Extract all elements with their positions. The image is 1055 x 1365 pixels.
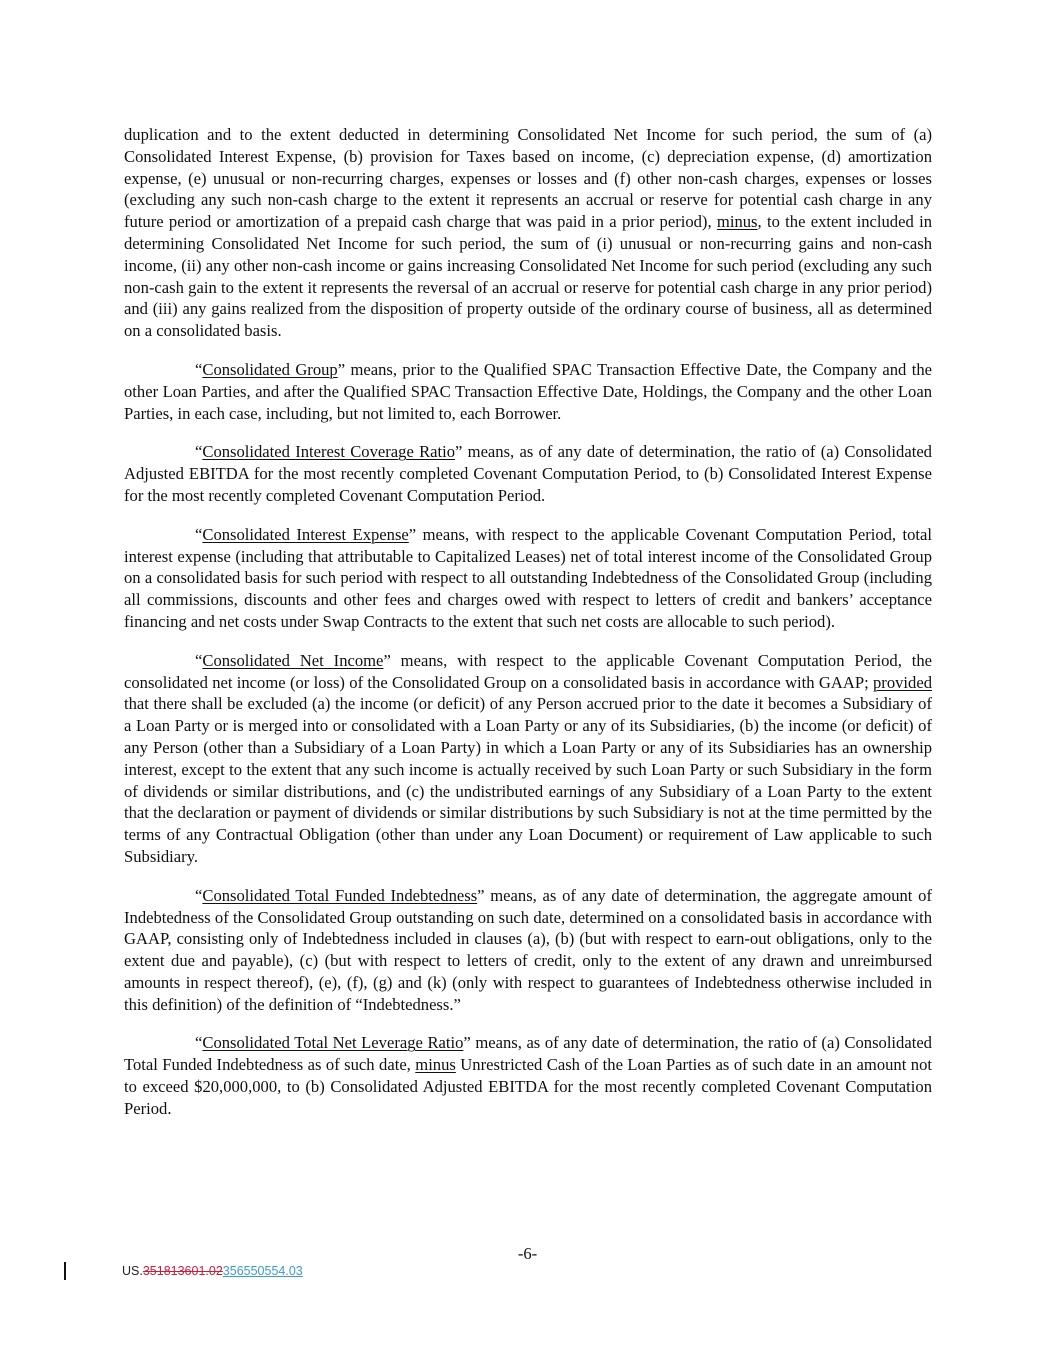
document-id xyxy=(122,1264,303,1278)
text-run: ” means, as of any date of determination, the ratio of (a) Consolidated Adjusted EBITDA for the most recently completed Covenant Computation Period, to (b) Consolidated Interest Expense for the most recently completed Covenant Computation Period. xyxy=(124,442,932,505)
text-run: “ xyxy=(195,1033,203,1053)
term-minus: minus xyxy=(415,1055,456,1075)
page-number: -6- xyxy=(517,1244,538,1263)
paragraph-ebitda-continuation xyxy=(124,124,932,342)
text-run: duplication and to the extent deducted in determining Consolidated Net Income for such period, the sum of (a) Consolidated Interest Expense, (b) provision for Taxes based on income, (c) depreciation expense, (d) amortization expense, (e) unusual or non-recurring charges, expenses or losses and (f) other non-cash charges, expenses or losses (excluding any such non-cash charge to the extent it represents an accrual or reserve for potential cash charge in any future period or amortization of a prepaid cash charge that was paid in a prior period), xyxy=(124,125,932,232)
term-minus: minus xyxy=(716,212,758,232)
text-run: “ xyxy=(195,442,203,462)
doc-id-deleted: 351813601.02 xyxy=(142,1264,223,1278)
defined-term: Consolidated Net Income xyxy=(202,650,384,670)
defined-term: Consolidated Total Funded Indebtedness xyxy=(202,885,478,905)
definition-consolidated-group xyxy=(124,359,932,424)
text-run: ” means, with respect to the applicable Covenant Computation Period, total interest expense (including that attributable to Capitalized Leases) net of total interest income of the Consolidated Group on a consolidated basis for such period with respect to all outstanding Indebtedness of the Consolidated Group (including all commissions, discounts and other fees and charges owed with respect to letters of credit and bankers’ acceptance financing and net costs under Swap Contracts to the extent that such net costs are allocable to such period). xyxy=(124,524,932,631)
definition-consolidated-interest-expense xyxy=(124,524,932,633)
doc-id-inserted: 356550554.03 xyxy=(222,1264,303,1278)
text-run: that there shall be excluded (a) the income (or deficit) of any Person accrued prior to the date it becomes a Subsidiary of a Loan Party or is merged into or consolidated with a Loan Party or any of its Subsidiaries, (b) the income (or deficit) of any Person (other than a Subsidiary of a Loan Party) in which a Loan Party or any of its Subsidiaries has an ownership interest, except to the extent that any such income is actually received by such Loan Party or such Subsidiary in the form of dividends or similar distributions, and (c) the undistributed earnings of any Subsidiary of a Loan Party to the extent that the declaration or payment of dividends or similar distributions by such Subsidiary is not at the time permitted by the terms of any Contractual Obligation (other than under any Loan Document) or requirement of Law applicable to such Subsidiary. xyxy=(124,694,932,866)
definition-consolidated-interest-coverage-ratio xyxy=(124,441,932,506)
text-run: “ xyxy=(195,359,203,379)
text-run: “ xyxy=(195,650,203,670)
defined-term: Consolidated Interest Expense xyxy=(202,524,409,544)
text-run: “ xyxy=(195,524,203,544)
doc-id-prefix: US. xyxy=(122,1264,143,1278)
text-run: , to the extent included in determining Consolidated Net Income for such period, the sum of (i) unusual or non-recurring gains and non-cash income, (ii) any other non-cash income or gains increasing Consolidated Net Income for such period (excluding any such non-cash gain to the extent it represents the reversal of an accrual or reserve for potential cash charge in any prior period) and (iii) any gains realized from the disposition of property outside of the ordinary course of business, all as determined on a consolidated basis. xyxy=(124,212,932,341)
change-bar xyxy=(64,1262,66,1280)
text-run: ” means, as of any date of determination, the aggregate amount of Indebtedness of the Consolidated Group outstanding on such date, determined on a consolidated basis in accordance with GAAP, consisting only of Indebtedness included in clauses (a), (b) (but with respect to earn-out obligations, only to the extent due and payable), (c) (but with respect to letters of credit, only to the extent of any drawn and unreimbursed amounts in respect thereof), (e), (f), (g) and (k) (only with respect to guarantees of Indebtedness otherwise included in this definition) of the definition of “Indebtedness.” xyxy=(124,885,932,1014)
text-run: ” means, prior to the Qualified SPAC Transaction Effective Date, the Company and the other Loan Parties, and after the Qualified SPAC Transaction Effective Date, Holdings, the Company and the other Loan Parties, in each case, including, but not limited to, each Borrower. xyxy=(124,359,932,423)
document-body xyxy=(124,124,932,1137)
defined-term: Consolidated Total Net Leverage Ratio xyxy=(202,1033,464,1053)
term-provided: provided xyxy=(873,672,932,692)
defined-term: Consolidated Interest Coverage Ratio xyxy=(202,442,456,462)
text-run: ” means, with respect to the applicable Covenant Computation Period, the consolidated net income (or loss) of the Consolidated Group on a consolidated basis in accordance with GAAP; xyxy=(124,650,933,692)
text-run: Unrestricted Cash of the Loan Parties as of such date in an amount not to exceed $20,000,000, to (b) Consolidated Adjusted EBITDA for the most recently completed Covenant Computation Period. xyxy=(124,1055,932,1118)
definition-consolidated-total-net-leverage-ratio xyxy=(124,1032,932,1119)
definition-consolidated-total-funded-indebtedness xyxy=(124,885,932,1016)
definition-consolidated-net-income xyxy=(124,650,932,868)
defined-term: Consolidated Group xyxy=(202,359,338,379)
text-run: ” means, as of any date of determination, the ratio of (a) Consolidated Total Funded Indebtedness as of such date, xyxy=(124,1033,932,1075)
text-run: “ xyxy=(195,885,203,905)
